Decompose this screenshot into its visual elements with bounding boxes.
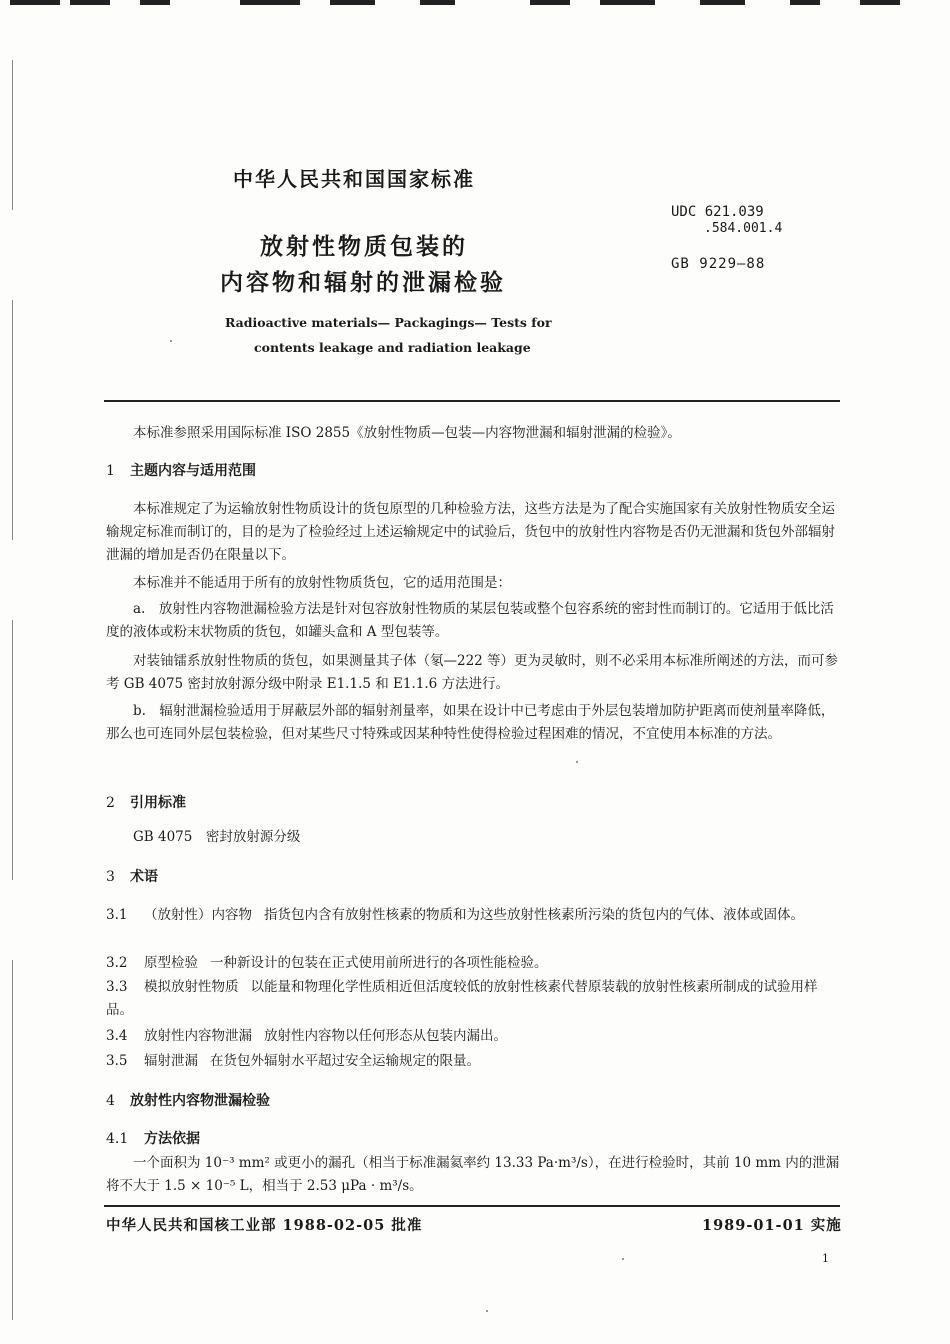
section-2-heading (106, 792, 186, 812)
term-3-3: 3.3 模拟放射性物质 以能量和物理化学性质相近但活度较低的放射性核素代替原装载的放射性核素所制成的试验用样品。 (106, 979, 818, 1018)
section-1-item-a: a. 放射性内容物泄漏检验方法是针对包容放射性物质的某层包装或整个包容系统的密封性而制订的。它适用于低比活度的液体或粉末状物质的货包，如罐头盒和 A 型包装等。 (106, 601, 834, 640)
section-1-paragraph-3: 对装铀镭系放射性物质的货包，如果测量其子体（氡—222 等）更为灵敏时，则不必采用本标准所阐述的方法，而可参考 GB 4075 密封放射源分级中附录 E1.1.5 和 E1.1.6 方法进行。 (106, 653, 839, 692)
scan-left-edge (12, 300, 13, 540)
english-title-line2: contents leakage and radiation leakage (254, 340, 531, 355)
scan-speck (486, 1310, 488, 1312)
scan-speck (170, 340, 172, 342)
section-title: 放射性内容物泄漏检验 (130, 1093, 270, 1109)
scan-top-edge (0, 0, 950, 8)
scan-left-edge (12, 620, 13, 880)
scan-left-edge (12, 60, 13, 210)
footer-divider (104, 1205, 840, 1207)
approval-line: 中华人民共和国核工业部 1988-02-05 批准 (106, 1217, 423, 1234)
scan-left-edge (12, 960, 13, 1320)
intro-paragraph: 本标准参照采用国际标准 ISO 2855《放射性物质—包装—内容物泄漏和辐射泄漏的检验》。 (133, 425, 681, 441)
term-3-2: 3.2 原型检验 一种新设计的包装在正式使用前所进行的各项性能检验。 (106, 955, 548, 971)
page-number: 1 (822, 1252, 829, 1265)
section-1-heading (106, 460, 256, 480)
section-2-reference: GB 4075 密封放射源分级 (133, 829, 301, 845)
section-4-1-heading (106, 1128, 200, 1148)
national-standard-heading: 中华人民共和国国家标准 (233, 167, 475, 191)
english-title-line1: Radioactive materials— Packagings— Tests for (225, 315, 552, 330)
scan-speck (622, 1258, 624, 1260)
term-3-5: 3.5 辐射泄漏 在货包外辐射水平超过安全运输规定的限量。 (106, 1053, 480, 1069)
document-title-line2: 内容物和辐射的泄漏检验 (220, 269, 506, 296)
subsection-title: 方法依据 (144, 1131, 200, 1147)
section-number: 1 (106, 463, 115, 479)
section-number: 4 (106, 1093, 115, 1109)
section-1-paragraph-1: 本标准规定了为运输放射性物质设计的货包原型的几种检验方法，这些方法是为了配合实施国家有关放射性物质安全运输规定标准而制订的，目的是为了检验经过上述运输规定中的试验后，货包中的放射性内容物是否仍无泄漏和货包外部辐射泄漏的增加是否仍在限量以下。 (106, 501, 835, 563)
section-4-heading (106, 1090, 270, 1110)
section-1-item-b: b. 辐射泄漏检验适用于屏蔽层外部的辐射剂量率，如果在设计中已考虑由于外层包装增加防护距离而使剂量率降低，那么也可连同外层包装检验，但对某些尺寸特殊或因某种特性使得检验过程困难的情况，不宜使用本标准的方法。 (106, 703, 835, 742)
section-1-paragraph-2: 本标准并不能适用于所有的放射性物质货包，它的适用范围是： (133, 575, 511, 591)
scan-speck (576, 761, 578, 763)
section-title: 术语 (130, 869, 158, 885)
term-3-1: 3.1 （放射性）内容物 指货包内含有放射性核素的物质和为这些放射性核素所污染的货包内的气体、液体或固体。 (106, 907, 804, 923)
section-number: 2 (106, 795, 115, 811)
gb-code: GB 9229—88 (671, 256, 766, 272)
document-title-line1: 放射性物质包装的 (260, 233, 468, 260)
udc-code-line1: UDC 621.039 (671, 204, 764, 220)
section-title: 引用标准 (130, 795, 186, 811)
udc-code-line2: .584.001.4 (704, 221, 783, 236)
section-3-heading (106, 866, 158, 886)
section-number: 3 (106, 869, 115, 885)
section-4-1-paragraph: 一个面积为 10⁻³ mm² 或更小的漏孔（相当于标准漏氦率约 13.33 Pa·m³/s），在进行检验时，其前 10 mm 内的泄漏将不大于 1.5 × 10⁻⁵ L，相当于 2.53 μPa · m³/s。 (106, 1155, 840, 1194)
header-divider (104, 400, 840, 402)
term-3-4: 3.4 放射性内容物泄漏 放射性内容物以任何形态从包装内漏出。 (106, 1028, 507, 1044)
section-title: 主题内容与适用范围 (130, 463, 256, 479)
subsection-number: 4.1 (106, 1131, 129, 1147)
implementation-date: 1989-01-01 实施 (702, 1217, 842, 1234)
